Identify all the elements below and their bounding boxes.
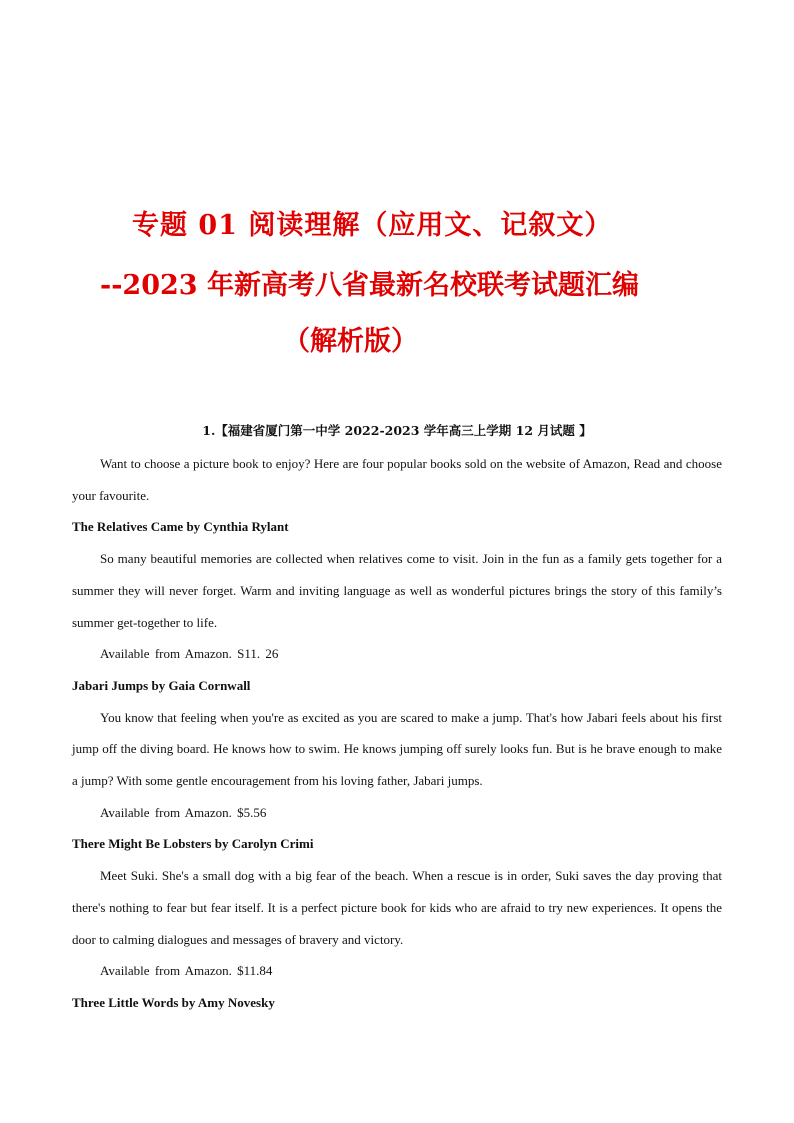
question-header: 1.【福建省厦门第一中学 2022-2023 学年高三上学期 12 月试题 】	[202, 423, 592, 438]
book-availability: Available from Amazon. $11.84	[100, 963, 273, 979]
book-description: Meet Suki. She's a small dog with a big fear of the beach. When a rescue is in order, Suki saves the day proving that there's nothing to fear but fear itself. It is a perfect picture book for kids who are afraid to try new experiences. It opens the door to calming dialogues and messages of bravery and victory.	[72, 868, 722, 947]
book-title: Three Little Words by Amy Novesky	[72, 994, 275, 1010]
document-title-line-3: （解析版）	[283, 326, 418, 357]
book-title: There Might Be Lobsters by Carolyn Crimi	[72, 836, 314, 852]
book-title: The Relatives Came by Cynthia Rylant	[72, 519, 289, 535]
book-description: So many beautiful memories are collected when relatives come to visit. Join in the fun as a family gets together for a summer they will never forget. Warm and inviting language as well as wonderful pictures brings the story of this family’s summer get-together to life.	[72, 551, 722, 630]
passage	[72, 448, 722, 1019]
passage-intro: Want to choose a picture book to enjoy? Here are four popular books sold on the website of Amazon, Read and choose your favourite.	[72, 456, 722, 503]
book-title: Jabari Jumps by Gaia Cornwall	[72, 677, 251, 693]
document-title-line-2: --2023 年新高考八省最新名校联考试题汇编	[100, 270, 639, 301]
document-title-line-1: 专题 01 阅读理解（应用文、记叙文）	[132, 210, 613, 241]
book-description: You know that feeling when you're as excited as you are scared to make a jump. That's how Jabari feels about his first jump off the diving board. He knows how to swim. He knows jumping off surely looks fun. But is he brave enough to make a jump? With some gentle encouragement from his loving father, Jabari jumps.	[72, 709, 722, 789]
book-availability: Available from Amazon. S11. 26	[100, 646, 279, 662]
book-availability: Available from Amazon. $5.56	[100, 804, 267, 820]
